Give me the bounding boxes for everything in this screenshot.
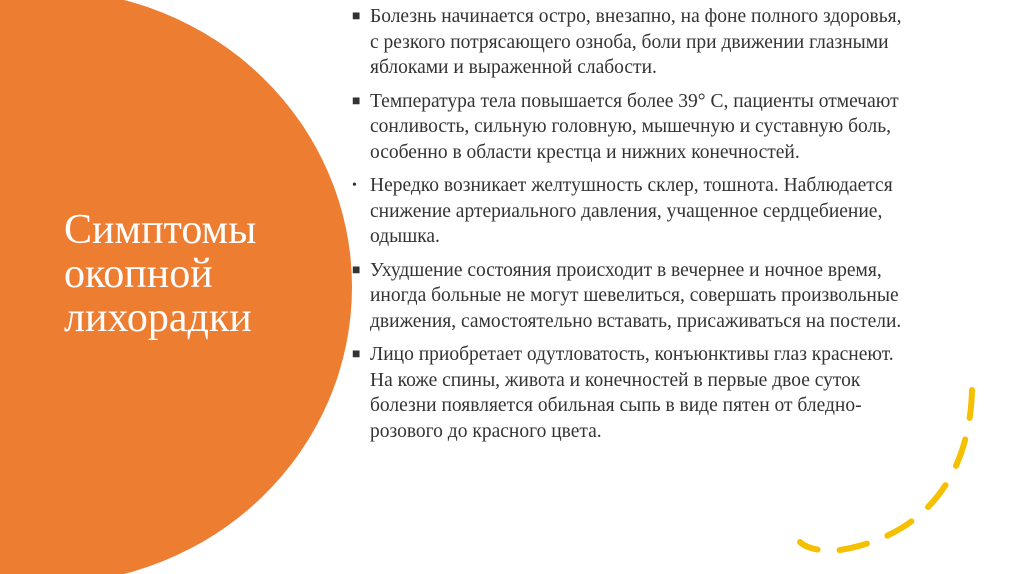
bullet-marker: ■	[352, 93, 361, 109]
bullet-item	[352, 258, 912, 335]
bullet-text: Лицо приобретает одутловатость, конъюнктивы глаз краснеют. На коже спины, живота и конечностей в первые двое суток болезни появляется обильная сыпь в виде пятен от бледно-розового до красного цвета.	[370, 344, 894, 442]
slide-title: Симптомы окопной лихорадки	[64, 207, 257, 341]
dashed-arc-path	[800, 390, 972, 551]
bullet-text: Ухудшение состояния происходит в вечернее и ночное время, иногда больные не могут шевелиться, совершать произвольные движения, самостоятельно вставать, присаживаться на постели.	[370, 259, 902, 332]
bullet-item	[352, 173, 912, 250]
bullet-marker: ■	[352, 262, 361, 278]
bullet-marker: •	[352, 178, 357, 193]
bullet-item	[352, 89, 912, 166]
dashed-arc-decoration	[780, 360, 1000, 574]
bullet-marker: ■	[352, 9, 361, 24]
bullet-text: Болезнь начинается остро, внезапно, на фоне полного здоровья, с резкого потрясающего озноба, боли при движении глазными яблоками и выраженной слабости.	[370, 6, 902, 78]
bullet-text: Температура тела повышается более 39° С, пациенты отмечают сонливость, сильную головную, мышечную и суставную боль, особенно в области крестца и нижних конечностей.	[370, 90, 899, 163]
bullet-item	[352, 4, 912, 81]
bullet-marker: ■	[352, 347, 361, 362]
bullet-text: Нередко возникает желтушность склер, тошнота. Наблюдается снижение артериального давления, учащенное сердцебиение, одышка.	[370, 175, 893, 247]
